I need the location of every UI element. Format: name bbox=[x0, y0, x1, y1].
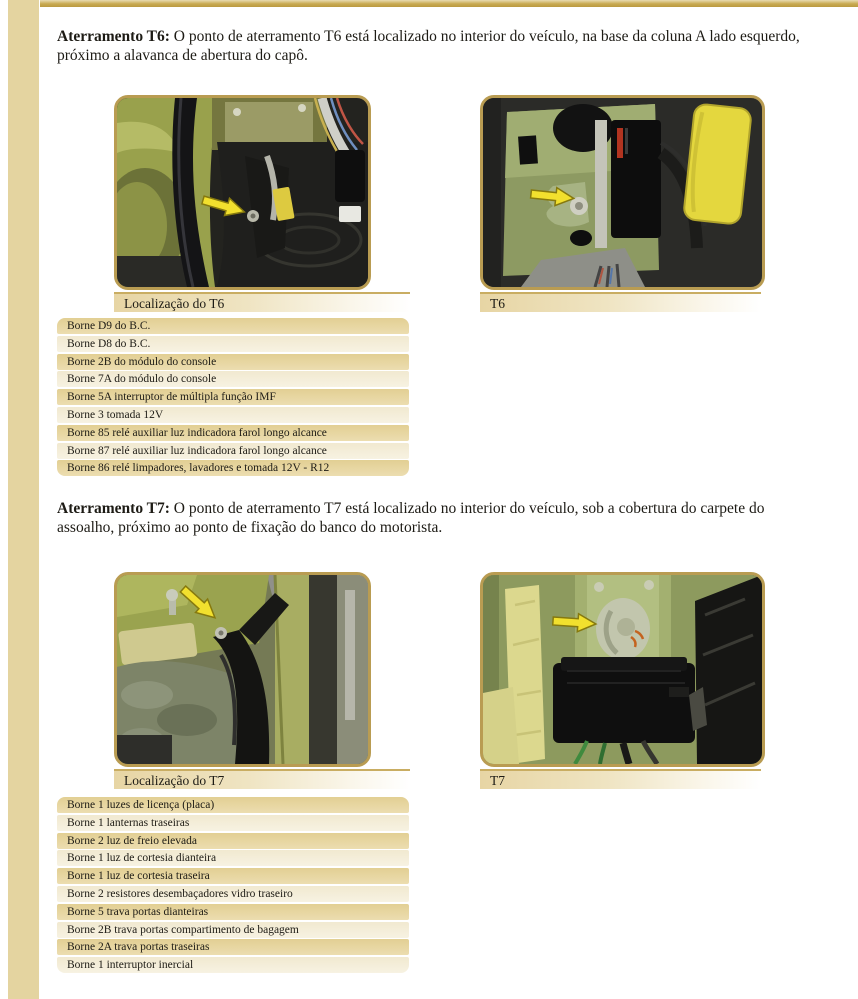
photo-t7-closeup-scene bbox=[483, 575, 762, 764]
heading-t6-text: O ponto de aterramento T6 está localizado no interior do veículo, na base da coluna A lado esquerdo, próximo a alavanca de abertura do capô. bbox=[57, 28, 800, 64]
table-row: Borne 2A trava portas traseiras bbox=[57, 939, 409, 955]
section-heading-t7 bbox=[57, 499, 819, 537]
t7-borne-table bbox=[57, 797, 409, 975]
table-row: Borne 7A do módulo do console bbox=[57, 371, 409, 387]
caption-text: T6 bbox=[490, 296, 505, 311]
heading-t6-bold: Aterramento T6: bbox=[57, 28, 170, 45]
table-row: Borne 2B trava portas compartimento de bagagem bbox=[57, 922, 409, 938]
table-row: Borne 1 luz de cortesia dianteira bbox=[57, 850, 409, 866]
table-row: Borne 87 relé auxiliar luz indicadora farol longo alcance bbox=[57, 443, 409, 459]
photo-t6-location bbox=[114, 95, 371, 290]
table-row: Borne 1 lanternas traseiras bbox=[57, 815, 409, 831]
table-row: Borne 86 relé limpadores, lavadores e tomada 12V - R12 bbox=[57, 460, 409, 476]
photo-caption-t7 bbox=[480, 769, 761, 789]
photo-t6-closeup bbox=[480, 95, 765, 290]
table-row: Borne 1 luzes de licença (placa) bbox=[57, 797, 409, 813]
photo-caption-t6-location bbox=[114, 292, 410, 312]
heading-t7-bold: Aterramento T7: bbox=[57, 500, 170, 517]
photo-caption-t7-location bbox=[114, 769, 410, 789]
heading-t7-text: O ponto de aterramento T7 está localizado no interior do veículo, sob a cobertura do carpete do assoalho, próximo ao ponto de fixação do banco do motorista. bbox=[57, 500, 765, 536]
section-heading-t6 bbox=[57, 27, 819, 65]
t6-borne-table bbox=[57, 318, 409, 478]
table-row: Borne 1 luz de cortesia traseira bbox=[57, 868, 409, 884]
caption-text: Localização do T7 bbox=[124, 773, 225, 788]
caption-text: Localização do T6 bbox=[124, 296, 225, 311]
caption-text: T7 bbox=[490, 773, 505, 788]
photo-caption-t6 bbox=[480, 292, 761, 312]
table-row: Borne D9 do B.C. bbox=[57, 318, 409, 334]
table-row: Borne 2B do módulo do console bbox=[57, 354, 409, 370]
left-tan-stripe bbox=[8, 0, 39, 999]
table-row: Borne 5 trava portas dianteiras bbox=[57, 904, 409, 920]
photo-t6-location-scene bbox=[117, 98, 368, 287]
photo-t6-closeup-scene bbox=[483, 98, 762, 287]
table-row: Borne 5A interruptor de múltipla função IMF bbox=[57, 389, 409, 405]
table-row: Borne 2 luz de freio elevada bbox=[57, 833, 409, 849]
photo-t7-location-scene bbox=[117, 575, 368, 764]
table-row: Borne 2 resistores desembaçadores vidro traseiro bbox=[57, 886, 409, 902]
table-row: Borne 3 tomada 12V bbox=[57, 407, 409, 423]
table-row: Borne D8 do B.C. bbox=[57, 336, 409, 352]
photo-t7-closeup bbox=[480, 572, 765, 767]
table-row: Borne 1 interruptor inercial bbox=[57, 957, 409, 973]
photo-t7-location bbox=[114, 572, 371, 767]
table-row: Borne 85 relé auxiliar luz indicadora farol longo alcance bbox=[57, 425, 409, 441]
top-gold-stripe bbox=[40, 0, 858, 7]
